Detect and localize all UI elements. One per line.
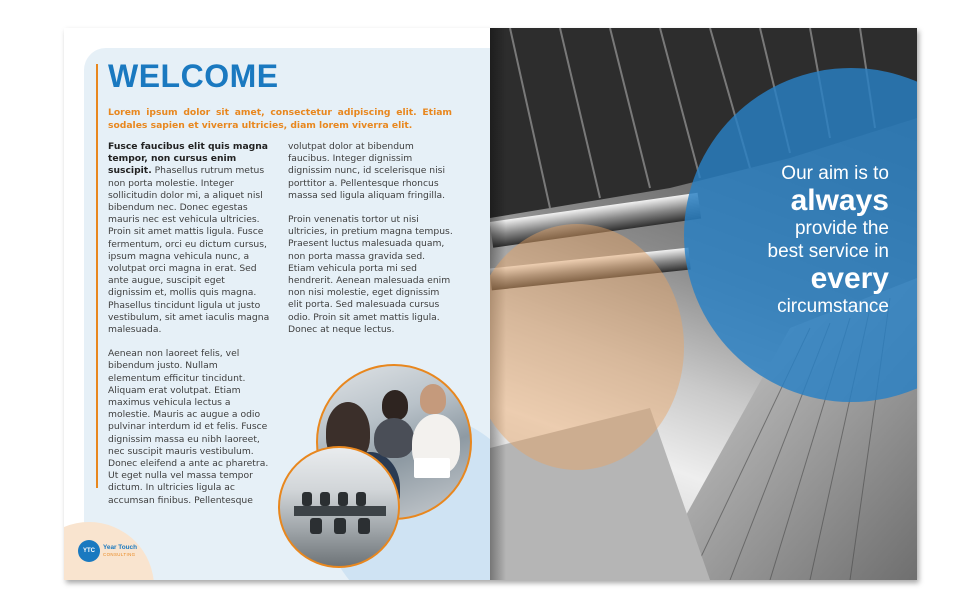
tagline-line: best service in (767, 241, 889, 262)
chair (302, 492, 312, 506)
logo-name: Year Touch (103, 544, 137, 551)
text-column-1 (108, 141, 270, 519)
person-figure (420, 384, 446, 414)
company-logo (78, 540, 137, 562)
brochure-spread (64, 28, 917, 580)
logo-text (103, 544, 137, 558)
page-title: WELCOME (108, 58, 279, 94)
tagline-line: circumstance (777, 296, 889, 317)
tagline-line: Our aim is to (781, 163, 889, 184)
chair (334, 518, 346, 534)
accent-bar (96, 64, 98, 488)
tagline (768, 162, 889, 318)
paper-sheet (414, 458, 450, 478)
chair (358, 518, 370, 534)
body-paragraph: Aenean non laoreet felis, vel bibendum justo. Nullam elementum efficitur tincidunt. Aliquam erat volutpat. Etiam maximus vehicula lectus a molestie. Mauris ac augue a odio pulvinar interdum id et felis. Fusce dignissim massa eu nibh laoreet, nec suscipit mauris vestibulum. Donec eleifend a ante ac pharetra. Ut eget nulla vel massa tempor dictum. In ultricies ligula ac accumsan finibus. Pellentesque (108, 348, 269, 506)
lead-sentence: Fusce faucibus elit quis magna tempor, non cursus enim suscipit. (108, 141, 268, 177)
tagline-line: provide the (794, 218, 889, 239)
chair (320, 492, 330, 506)
logo-icon: YTC (78, 540, 100, 562)
boardroom-photo (278, 446, 400, 568)
person-figure (374, 418, 414, 458)
person-figure (382, 390, 408, 420)
tagline-emphasis: always (790, 184, 889, 217)
body-paragraph: Phasellus rutrum metus non porta molestie. Integer sollicitudin dolor mi, a aliquet nisl bibendum nec. Donec egestas mauris nec est vehicula ultricies. Proin sit amet mattis ligula. Fusce fermentum, orci eu dictum cursus, ipsum magna vehicula nunc, a volutpat orci magna in erat. Sed ante augue, suscipit eget dignissim et, mollis quis magna. Phasellus tincidunt ligula ut justo vestibulum, sit amet iaculis magna malesuada. (108, 165, 270, 336)
conference-table (294, 506, 386, 516)
tagline-emphasis: every (810, 262, 889, 295)
body-paragraph: volutpat dolor at bibendum faucibus. Integer dignissim dignissim nunc, id scelerisque nisi porttitor a. Pellentesque rhoncus massa sed ligula aliquam fringilla. (288, 141, 446, 201)
chair (338, 492, 348, 506)
left-page (64, 28, 490, 580)
intro-paragraph: Lorem ipsum dolor sit amet, consectetur adipiscing elit. Etiam sodales sapien et viverra ultricies, diam lorem viverra elit. (108, 107, 452, 131)
body-paragraph: Proin venenatis tortor ut nisi ultricies, in pretium magna tempus. Praesent luctus malesuada quam, non porta massa gravida sed. Etiam vehicula porta mi sed hendrerit. Aenean malesuada enim non nisi molestie, eget dignissim elit porta. Sed malesuada cursus odio. Proin sit amet mattis ligula. Donec at neque lectus. (288, 214, 453, 335)
chair (356, 492, 366, 506)
text-column-2 (288, 141, 454, 348)
right-page (490, 28, 917, 580)
chair (310, 518, 322, 534)
logo-subtitle: CONSULTING (103, 552, 136, 557)
